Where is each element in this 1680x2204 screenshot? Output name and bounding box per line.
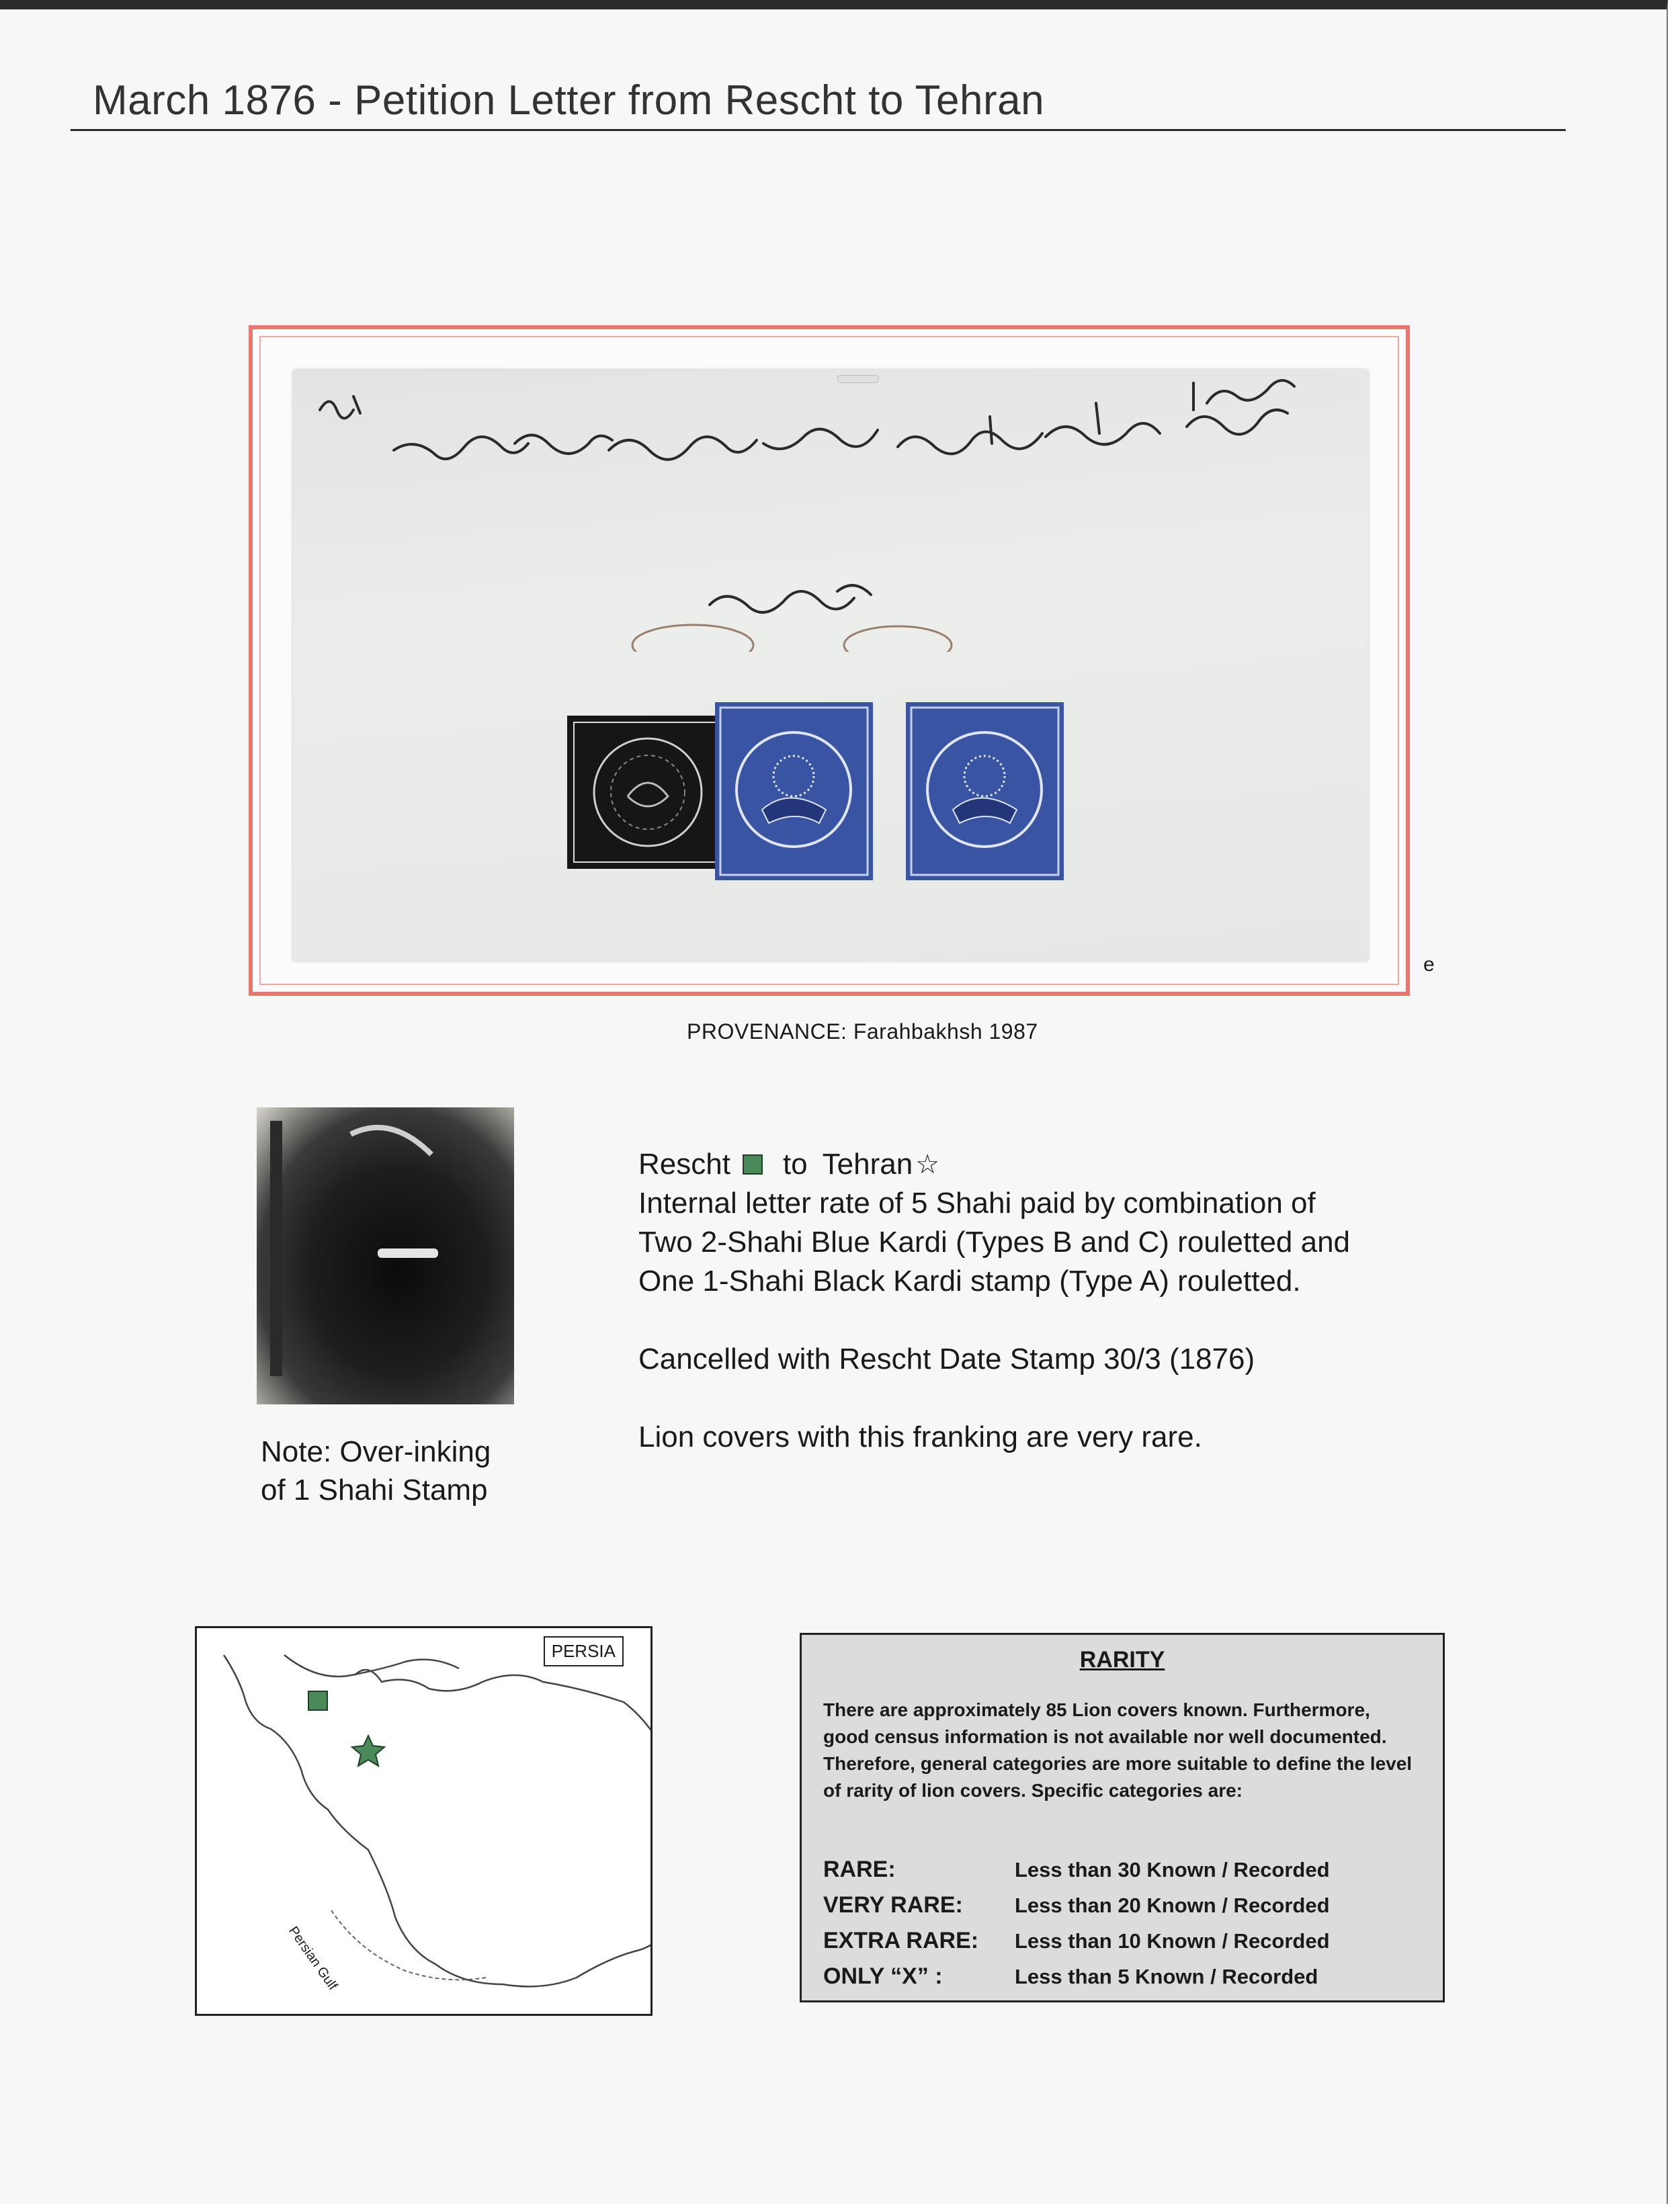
cover-description bbox=[638, 1145, 1512, 1457]
description-line-1: Internal letter rate of 5 Shahi paid by combination of bbox=[638, 1187, 1316, 1220]
persian-gulf-label: Persian Gulf bbox=[285, 1924, 341, 1993]
rarity-label: RARE: bbox=[823, 1857, 896, 1882]
rarity-value: Less than 20 Known / Recorded bbox=[1015, 1894, 1330, 1917]
rarity-value: Less than 5 Known / Recorded bbox=[1015, 1965, 1318, 1988]
green-square-icon bbox=[743, 1154, 763, 1175]
corner-mark: e bbox=[1423, 953, 1435, 976]
rarity-heading: RARITY bbox=[1079, 1647, 1165, 1672]
rarity-label: VERY RARE: bbox=[823, 1892, 963, 1918]
rarity-label: ONLY “X” : bbox=[823, 1963, 943, 1989]
rarity-text: There are approximately 85 Lion covers known. Furthermore, good census information is not available nor well documented. Therefore, general categories are more suitable to define the level of rarity of lion covers. Specific categories are: bbox=[823, 1699, 1413, 1801]
blue-2-shahi-stamp-type-b bbox=[715, 702, 873, 880]
rarity-value: Less than 10 Known / Recorded bbox=[1015, 1929, 1330, 1953]
rarity-row-rare bbox=[823, 1857, 1330, 1883]
rarity-row-only-x bbox=[823, 1963, 1318, 1990]
persia-map bbox=[195, 1626, 653, 2016]
over-inking-detail-image bbox=[257, 1107, 514, 1404]
note-line-1: Note: Over-inking bbox=[261, 1435, 491, 1468]
route-line bbox=[638, 1145, 1512, 1184]
black-1-shahi-stamp bbox=[567, 716, 728, 869]
cover-photo-frame bbox=[249, 325, 1410, 996]
route-destination: Tehran bbox=[822, 1148, 913, 1181]
tehran-star-marker bbox=[352, 1736, 384, 1766]
rarity-note: Lion covers with this franking are very rare. bbox=[638, 1421, 1202, 1453]
route-origin: Rescht bbox=[638, 1148, 730, 1181]
page-title: March 1876 - Petition Letter from Rescht to Tehran bbox=[93, 77, 1045, 124]
map-outline bbox=[197, 1628, 650, 2014]
description-line-2: Two 2-Shahi Blue Kardi (Types B and C) rouletted and bbox=[638, 1226, 1351, 1259]
star-icon: ☆ bbox=[915, 1150, 940, 1179]
blue-2-shahi-stamp-type-c bbox=[906, 702, 1064, 880]
rarity-label: EXTRA RARE: bbox=[823, 1928, 979, 1953]
map-label: PERSIA bbox=[544, 1636, 624, 1666]
rarity-value: Less than 30 Known / Recorded bbox=[1015, 1858, 1330, 1881]
rarity-box bbox=[800, 1633, 1445, 2002]
route-connector: to bbox=[782, 1148, 808, 1181]
over-inking-note bbox=[261, 1433, 491, 1509]
handwriting-address bbox=[293, 370, 1368, 652]
note-line-2: of 1 Shahi Stamp bbox=[261, 1474, 488, 1507]
rarity-row-very-rare bbox=[823, 1892, 1330, 1918]
envelope-image bbox=[293, 370, 1368, 961]
title-underline bbox=[71, 129, 1566, 131]
cancel-text: Cancelled with Rescht Date Stamp 30/3 (1876) bbox=[638, 1343, 1255, 1375]
rarity-row-extra-rare bbox=[823, 1928, 1330, 1954]
description-line-3: One 1-Shahi Black Kardi stamp (Type A) rouletted. bbox=[638, 1265, 1301, 1298]
rescht-marker bbox=[308, 1691, 327, 1710]
provenance-caption: PROVENANCE: Farahbakhsh 1987 bbox=[687, 1019, 1038, 1044]
